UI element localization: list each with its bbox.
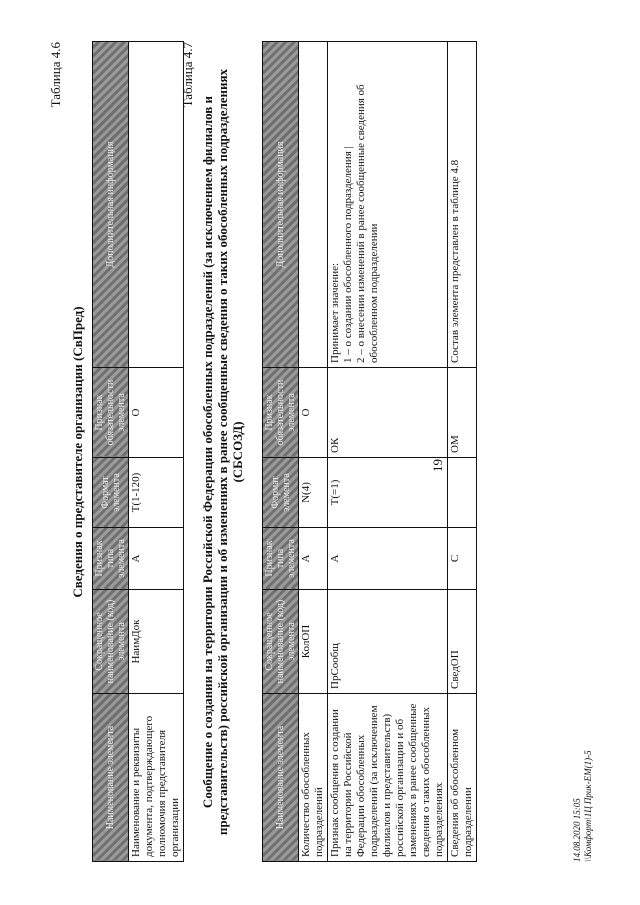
rotated-page bbox=[40, 32, 600, 872]
table-cell: ОК bbox=[328, 368, 448, 458]
table-cell: Принимает значение: 1 – о создании обособленного подразделения | 2 – о внесении изменений в ранее сообщенные сведения об обособленном подразделении bbox=[328, 42, 448, 368]
table-4-7-label: Таблица 4.7 bbox=[180, 42, 195, 108]
header-cell: Сокращенное наименование (код) элемента bbox=[263, 590, 299, 694]
table-cell: О bbox=[129, 368, 184, 458]
table-cell bbox=[448, 458, 477, 528]
table-cell: Количество обособленных подразделений bbox=[299, 694, 328, 862]
title-line: (СБСОЗД) bbox=[230, 421, 245, 483]
page-number: 19 bbox=[430, 459, 445, 472]
table-cell bbox=[129, 42, 184, 368]
header-cell: Дополнительная информация bbox=[263, 42, 299, 368]
table-4-7-title bbox=[200, 32, 245, 872]
header-cell: Формат элемента bbox=[263, 458, 299, 528]
table-cell: СведОП bbox=[448, 590, 477, 694]
header-cell: Наименование элемента bbox=[93, 694, 129, 862]
table-cell: ОМ bbox=[448, 368, 477, 458]
header-cell: Признак обязательности элемента bbox=[93, 368, 129, 458]
header-cell: Сокращенное наименование (код) элемента bbox=[93, 590, 129, 694]
header-cell: Наименование элемента bbox=[263, 694, 299, 862]
table-cell: С bbox=[448, 528, 477, 590]
table-row bbox=[299, 42, 328, 862]
footer-path: \\Комфорт\1Ц Прик-ЕМ(1)-5 bbox=[583, 750, 593, 862]
table-4-6 bbox=[92, 41, 184, 862]
table-4-6-header-row bbox=[93, 42, 129, 862]
header-cell: Признак типа элемента bbox=[263, 528, 299, 590]
header-cell: Признак типа элемента bbox=[93, 528, 129, 590]
table-row bbox=[328, 42, 448, 862]
table-cell: Т(=1) bbox=[328, 458, 448, 528]
table-cell: КолОП bbox=[299, 590, 328, 694]
file-footer bbox=[572, 750, 594, 862]
title-line: представительств) российской организации и об изменениях в ранее сообщенные сведения о таких обособленных подразделениях bbox=[215, 68, 230, 836]
table-cell: Признак сообщения о создании на территории Российской Федерации обособленных подразделений (за исключением филиалов и представительств) российской организации и об изменениях в ранее сообщенные сведения о таких обособленных подразделениях bbox=[328, 694, 448, 862]
table-cell: НаимДок bbox=[129, 590, 184, 694]
table-cell: N(4) bbox=[299, 458, 328, 528]
title-line: Сообщение о создании на территории Российской Федерации обособленных подразделений (за исключением филиалов и bbox=[200, 95, 215, 809]
table-cell: Наименование и реквизиты документа, подтверждающего полномочия представителя организации bbox=[129, 694, 184, 862]
table-cell: Сведения об обособленном подразделении bbox=[448, 694, 477, 862]
table-4-7 bbox=[262, 41, 477, 862]
table-cell: О bbox=[299, 368, 328, 458]
table-4-6-label: Таблица 4.6 bbox=[48, 42, 63, 108]
table-cell: А bbox=[328, 528, 448, 590]
table-cell: А bbox=[129, 528, 184, 590]
table-4-6-title: Сведения о представителе организации (СвПред) bbox=[70, 306, 85, 598]
header-cell: Признак обязательности элемента bbox=[263, 368, 299, 458]
table-cell: ПрСообщ bbox=[328, 590, 448, 694]
header-cell: Дополнительная информация bbox=[93, 42, 129, 368]
footer-timestamp: 14.08.2020 15:05 bbox=[572, 798, 582, 862]
table-row bbox=[448, 42, 477, 862]
table-cell: Состав элемента представлен в таблице 4.8 bbox=[448, 42, 477, 368]
table-cell: Т(1-120) bbox=[129, 458, 184, 528]
header-cell: Формат элемента bbox=[93, 458, 129, 528]
table-4-7-header-row bbox=[263, 42, 299, 862]
table-row bbox=[129, 42, 184, 862]
table-cell: А bbox=[299, 528, 328, 590]
table-cell bbox=[299, 42, 328, 368]
